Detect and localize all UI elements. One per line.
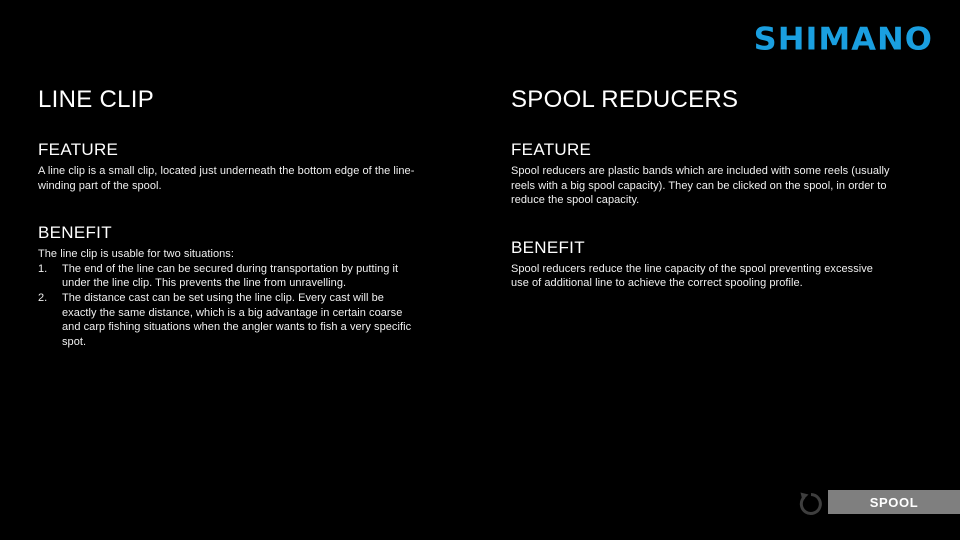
spool-tab-button[interactable]: SPOOL	[828, 490, 960, 514]
section-heading: FEATURE	[511, 140, 592, 159]
column-spool-reducers	[511, 86, 893, 291]
list-item-text: The end of the line can be secured during transportation by putting it under the line clip. This prevents the line from unravelling.	[62, 262, 399, 290]
section-heading: BENEFIT	[38, 223, 112, 243]
list-item-text: The distance cast can be set using the line clip. Every cast will be exactly the same distance, which is a big advantage in certain coarse and carp fishing situations when the angler wants to fish a very specific spot.	[62, 291, 412, 348]
column-title: SPOOL REDUCERS	[511, 86, 739, 113]
list-item	[38, 291, 420, 349]
feature-section	[38, 140, 420, 193]
section-body: Spool reducers are plastic bands which are included with some reels (usually reels with a big spool capacity). They can be clicked on the spool, in order to reduce the spool capacity.	[511, 165, 890, 207]
benefit-section	[38, 223, 420, 349]
list-item-number: 2.	[38, 291, 48, 304]
column-line-clip	[38, 86, 420, 349]
section-intro: The line clip is usable for two situations:	[38, 248, 234, 261]
benefit-section	[511, 238, 893, 291]
section-heading: FEATURE	[38, 140, 119, 159]
shimano-logo: SHIMANO	[753, 20, 933, 58]
column-title: LINE CLIP	[38, 86, 155, 113]
rotate-ccw-icon[interactable]	[796, 489, 826, 519]
section-body: A line clip is a small clip, located just underneath the bottom edge of the line-winding part of the spool.	[38, 165, 415, 192]
list-item-number: 1.	[38, 262, 48, 275]
feature-section	[511, 140, 893, 208]
section-body: Spool reducers reduce the line capacity of the spool preventing excessive use of additional line to achieve the correct spooling profile.	[511, 262, 873, 290]
list-item	[38, 262, 420, 291]
numbered-list	[38, 262, 420, 350]
section-heading: BENEFIT	[511, 237, 585, 257]
